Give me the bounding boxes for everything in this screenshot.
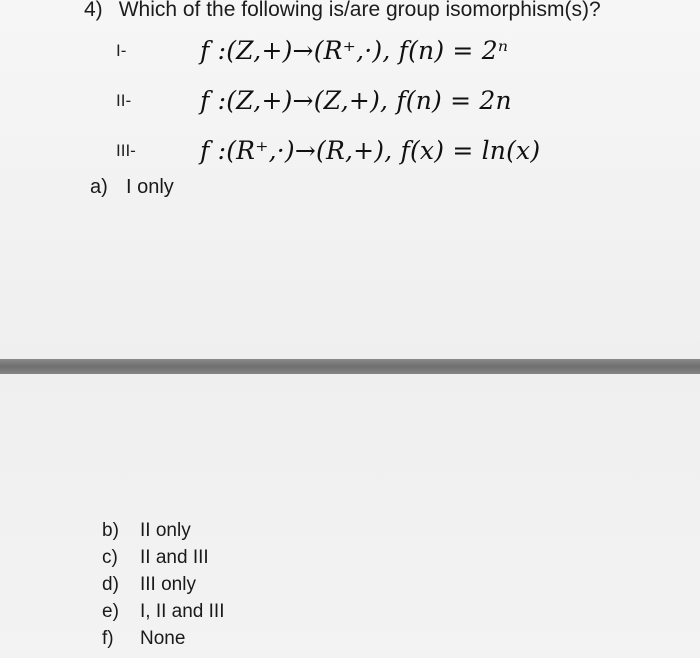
option-b-text: II only (140, 520, 191, 541)
option-f-text: None (140, 628, 186, 649)
option-a[interactable] (90, 176, 174, 199)
option-b[interactable] (102, 520, 191, 542)
option-c[interactable] (102, 547, 209, 569)
option-e-letter: e) (102, 601, 119, 622)
option-d-letter: d) (102, 574, 119, 595)
option-a-letter: a) (90, 176, 108, 198)
statement-expression-1: f :(Z,+)→(R⁺,·), f(n) = 2ⁿ (200, 36, 509, 65)
statement-label-3: III- (116, 141, 136, 160)
option-d-text: III only (140, 574, 196, 595)
option-e[interactable] (102, 601, 225, 623)
option-e-text: I, II and III (140, 601, 225, 622)
statement-label-1: I- (116, 41, 127, 60)
option-a-text: I only (126, 176, 174, 198)
option-d[interactable] (102, 574, 196, 596)
question-title (84, 0, 601, 22)
question-number: 4) (84, 0, 103, 21)
option-c-text: II and III (140, 547, 209, 568)
option-f-letter: f) (102, 628, 114, 649)
option-f[interactable] (102, 628, 185, 650)
question-text: Which of the following is/are group isomorphism(s)? (118, 0, 601, 21)
option-b-letter: b) (102, 520, 119, 541)
page-separator (0, 359, 700, 374)
statement-label-2: II- (116, 91, 132, 110)
option-c-letter: c) (102, 547, 118, 568)
statement-expression-3: f :(R⁺,·)→(R,+), f(x) = ln(x) (200, 136, 541, 165)
statement-expression-2: f :(Z,+)→(Z,+), f(n) = 2n (200, 86, 512, 115)
